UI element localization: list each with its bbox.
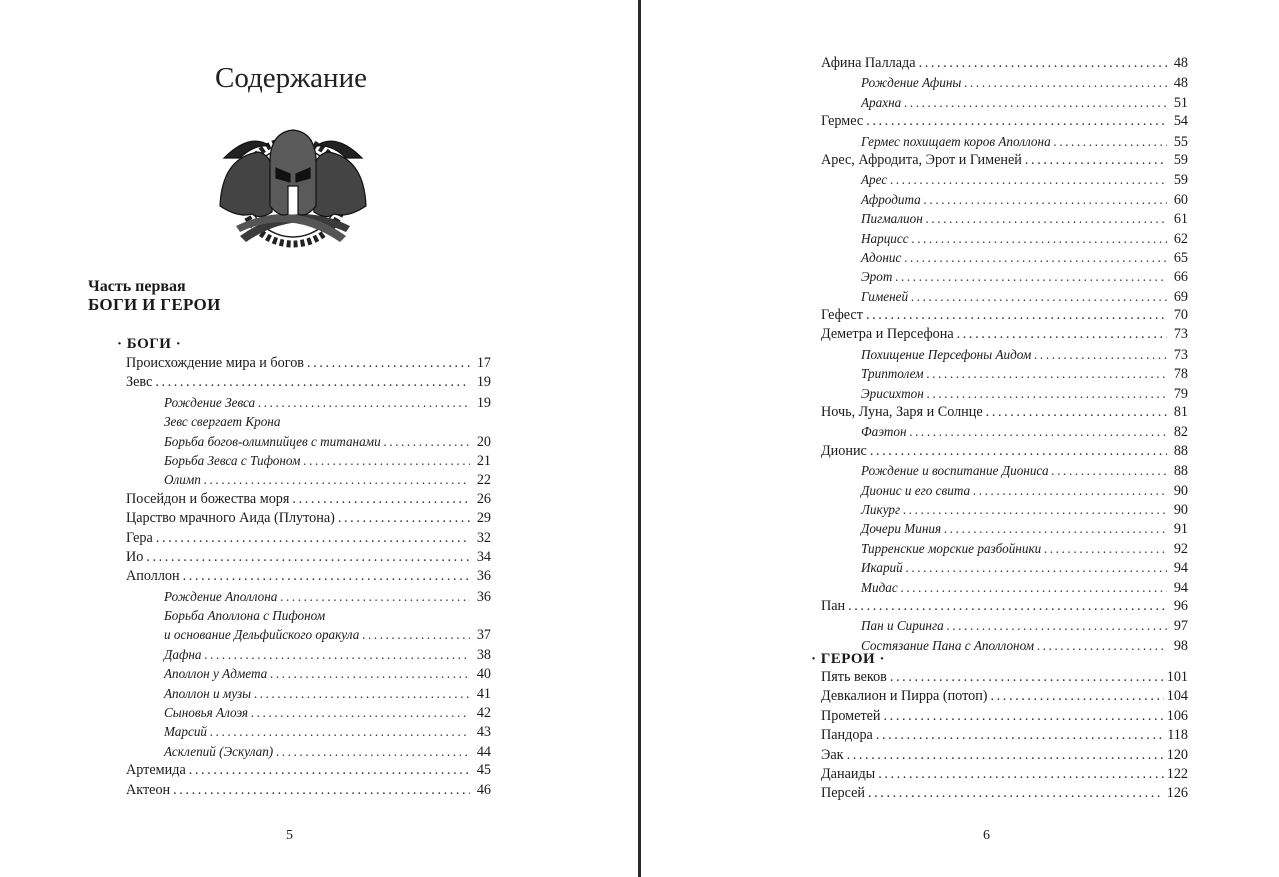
toc-entry[interactable] [641,707,1188,726]
dot-leader [911,287,1167,306]
toc-page-number: 66 [1173,269,1188,286]
toc-entry[interactable] [641,325,1188,344]
toc-entry[interactable] [641,578,1188,597]
toc-entry-title: Пан [821,597,846,614]
helmets-emblem-icon [210,128,376,252]
dot-leader [927,364,1167,383]
toc-entry-title: Деметра и Персефона [821,326,954,343]
right-page [641,0,1279,877]
toc-page-number: 38 [476,646,491,663]
toc-entry-title: Состязание Пана с Аполлоном [861,637,1035,653]
toc-entry[interactable] [641,746,1188,765]
dot-leader [183,567,470,586]
page-number: 6 [983,828,990,843]
dot-leader [906,558,1167,577]
toc-page-number: 65 [1173,249,1188,266]
dot-leader [866,306,1167,325]
dot-leader [910,422,1168,441]
dot-leader [1044,539,1167,558]
toc-page-number: 98 [1173,637,1188,654]
toc-entry[interactable] [641,481,1188,500]
toc-entry[interactable] [641,190,1188,209]
toc-entry[interactable] [0,722,491,741]
toc-page-number: 54 [1173,113,1188,130]
section-heading-gods: · БОГИ · [117,336,182,352]
toc-page-number: 34 [476,548,491,565]
toc-entry-title: Эрот [861,269,893,285]
toc-entry[interactable] [0,742,491,761]
toc-entry-title: Пан и Сиринга [861,618,944,634]
dot-leader [884,707,1164,726]
toc-entry-title: Борьба богов-олимпийцев с титанами [164,433,381,449]
toc-entry[interactable] [641,170,1188,189]
toc-page-number: 82 [1173,424,1188,441]
toc-entry[interactable] [641,112,1188,131]
dot-leader [895,267,1167,286]
toc-entry[interactable] [0,412,491,431]
toc-entry-title: Эак [821,746,844,763]
toc-page-number: 118 [1167,727,1188,744]
toc-entry[interactable] [0,684,491,703]
toc-page-number: 81 [1173,404,1188,421]
toc-page-number: 19 [476,374,491,391]
dot-leader [258,393,470,412]
toc-page-number: 43 [476,724,491,741]
toc-entry-title: Персей [821,785,865,802]
toc-entry-title: Происхождение мира и богов [126,355,304,371]
toc-entry[interactable] [0,432,491,451]
toc-entry[interactable] [0,470,491,489]
toc-entry[interactable] [641,597,1188,616]
dot-leader [904,93,1167,112]
toc-page-number: 51 [1173,94,1188,111]
toc-page-number: 120 [1166,746,1188,763]
toc-entry-title: Зевс [126,374,153,391]
toc-entry[interactable] [641,784,1188,803]
toc-page-number: 36 [476,588,491,605]
dot-leader [1037,636,1167,655]
left-page [0,0,638,877]
toc-entry[interactable] [641,403,1188,422]
dot-leader [927,384,1167,403]
dot-leader [964,73,1167,92]
toc-entry-title: Дафна [164,646,202,662]
toc-page-number: 48 [1173,55,1188,71]
dot-leader [1052,461,1167,480]
toc-entry-title: Тирренские морские разбойники [861,540,1042,556]
page-title: Содержание [215,62,367,94]
toc-page-number: 22 [476,472,491,489]
toc-entry-title: Прометей [821,707,881,724]
toc-entry[interactable] [641,765,1188,784]
toc-entry-title: Гермес похищает коров Аполлона [861,133,1051,149]
toc-page-number: 96 [1173,597,1188,614]
toc-page-number: 122 [1166,765,1188,782]
toc-entry[interactable] [0,548,491,567]
toc-entry[interactable] [641,636,1188,655]
toc-entry-title: Марсий [164,724,208,740]
toc-page-number: 41 [476,685,491,702]
toc-entry-title: Пять веков [821,669,887,685]
toc-entry[interactable] [641,364,1188,383]
toc-entry-title: Мидас [861,579,898,595]
part-title: БОГИ И ГЕРОИ [88,295,221,314]
dot-leader [276,742,470,761]
toc-entry-title: Гефест [821,307,863,324]
toc-entry[interactable] [641,422,1188,441]
toc-page-number: 104 [1166,688,1188,705]
toc-page-number: 94 [1173,560,1188,577]
toc-entry[interactable] [641,668,1188,687]
toc-entry-title: Эрисихтон [861,385,924,401]
toc-entry[interactable] [0,373,491,392]
toc-entry-title: Афродита [861,191,921,207]
dot-leader [270,664,470,683]
toc-entry[interactable] [641,384,1188,403]
toc-entry-title: и основание Дельфийского оракула [164,627,360,643]
dot-leader [384,432,470,451]
toc-entry-title: Гера [126,529,153,546]
toc-page-number: 106 [1166,707,1188,724]
toc-page-number: 29 [476,510,491,527]
toc-entry-title: Гименей [861,288,909,304]
toc-entry[interactable] [0,781,491,800]
toc-entry[interactable] [641,616,1188,635]
toc-entry-title: Афина Паллада [821,55,916,71]
toc-list-gods [0,354,491,800]
dot-leader [848,597,1167,616]
toc-list-gods-continued [641,54,1188,655]
toc-page-number: 26 [476,490,491,507]
toc-page-number: 42 [476,705,491,722]
dot-leader [847,746,1164,765]
toc-entry[interactable] [0,393,491,412]
dot-leader [878,765,1164,784]
toc-entry[interactable] [641,726,1188,745]
toc-entry-title: Аполлон [126,568,180,585]
toc-entry[interactable] [0,761,491,780]
dot-leader [303,451,470,470]
toc-page-number: 37 [476,627,491,644]
toc-entry[interactable] [641,539,1188,558]
toc-entry[interactable] [641,209,1188,228]
dot-leader [912,229,1167,248]
dot-leader [903,500,1167,519]
dot-leader [890,170,1167,189]
toc-entry-title: Девкалион и Пирра (потоп) [821,688,988,705]
toc-entry-title: Ночь, Луна, Заря и Солнце [821,404,983,421]
toc-entry-title: Ио [126,548,144,565]
dot-leader [338,509,470,528]
toc-page-number: 88 [1173,442,1188,459]
toc-page-number: 90 [1173,501,1188,518]
toc-page-number: 21 [476,452,491,469]
dot-leader [973,481,1167,500]
toc-page-number: 70 [1173,307,1188,324]
dot-leader [870,442,1167,461]
dot-leader [204,645,470,664]
dot-leader [944,519,1167,538]
toc-entry[interactable] [641,519,1188,538]
toc-page-number: 69 [1173,288,1188,305]
toc-entry[interactable] [0,509,491,528]
dot-leader [251,703,470,722]
toc-entry-title: Дионис и его свита [861,482,971,498]
toc-page-number: 73 [1173,346,1188,363]
toc-page-number: 45 [476,762,491,779]
toc-page-number: 126 [1166,785,1188,802]
toc-entry[interactable] [0,490,491,509]
dot-leader [986,403,1167,422]
toc-entry-title: Аполлон у Адмета [164,666,268,682]
toc-entry[interactable] [641,687,1188,706]
toc-page-number: 101 [1166,669,1188,685]
toc-entry-title: Данаиды [821,765,876,782]
part-label: Часть первая [88,278,186,295]
toc-entry-title: Актеон [126,781,171,798]
toc-page-number: 88 [1173,463,1188,480]
toc-entry-title: Дочери Миния [861,521,942,537]
toc-entry-title: Арахна [861,94,902,110]
dot-leader [904,248,1167,267]
toc-entry[interactable] [641,132,1188,151]
toc-entry-title: Артемида [126,762,186,779]
toc-entry-title: Адонис [861,249,902,265]
toc-page-number: 20 [476,433,491,450]
toc-entry[interactable] [641,345,1188,364]
toc-entry-title: Ликург [861,501,901,517]
toc-entry[interactable] [0,625,491,644]
toc-page-number: 73 [1173,326,1188,343]
dot-leader [1054,132,1167,151]
dot-leader [890,668,1164,687]
toc-entry-title: Похищение Персефоны Аидом [861,346,1032,362]
dot-leader [362,625,470,644]
dot-leader [292,490,470,509]
toc-page-number: 59 [1173,172,1188,189]
toc-page-number: 46 [476,781,491,798]
dot-leader [155,373,470,392]
dot-leader [146,548,470,567]
toc-page-number: 92 [1173,540,1188,557]
toc-entry-title: Гермес [821,113,864,130]
toc-entry-title: Борьба Зевса с Тифоном [164,452,301,468]
dot-leader [901,578,1167,597]
toc-entry-title: Царство мрачного Аида (Плутона) [126,510,335,527]
toc-entry[interactable] [0,354,491,373]
toc-entry-title: Рождение Зевса [164,394,256,410]
dot-leader [173,781,470,800]
toc-page-number: 90 [1173,482,1188,499]
dot-leader [957,325,1167,344]
toc-page-number: 97 [1173,618,1188,635]
toc-entry[interactable] [0,451,491,470]
toc-entry[interactable] [641,248,1188,267]
toc-page-number: 19 [476,394,491,411]
toc-page-number: 61 [1173,211,1188,228]
toc-entry[interactable] [641,229,1188,248]
toc-entry-title: Нарцисс [861,230,909,246]
toc-page-number: 40 [476,666,491,683]
toc-page-number: 59 [1173,151,1188,168]
toc-entry[interactable] [0,703,491,722]
toc-entry-title: Олимп [164,472,201,488]
toc-entry-title: Арес [861,172,888,188]
toc-page-number: 91 [1173,521,1188,538]
dot-leader [1034,345,1167,364]
toc-entry[interactable] [641,287,1188,306]
dot-leader [189,761,470,780]
toc-entry[interactable] [641,500,1188,519]
toc-entry[interactable] [641,267,1188,286]
dot-leader [280,587,470,606]
dot-leader [866,112,1167,131]
toc-page-number: 48 [1173,75,1188,92]
toc-page-number: 94 [1173,579,1188,596]
dot-leader [991,687,1164,706]
toc-page-number: 55 [1173,133,1188,150]
dot-leader [926,209,1167,228]
section-heading-heroes: · ГЕРОИ · [811,651,885,667]
dot-leader [947,616,1167,635]
dot-leader [876,726,1164,745]
toc-entry-title: Икарий [861,560,903,576]
dot-leader [254,684,470,703]
toc-entry[interactable] [641,73,1188,92]
toc-entry-title: Фаэтон [861,424,907,440]
toc-entry-title: Дионис [821,442,867,459]
toc-entry-title: Арес, Афродита, Эрот и Гименей [821,151,1022,168]
dot-leader [210,722,470,741]
toc-entry-title: Аполлон и музы [164,685,252,701]
toc-page-number: 17 [476,355,491,371]
toc-entry[interactable] [641,461,1188,480]
dot-leader [156,529,470,548]
toc-entry[interactable] [641,151,1188,170]
toc-entry-title: Рождение Афины [861,75,962,91]
toc-entry[interactable] [0,606,491,625]
toc-entry[interactable] [0,664,491,683]
toc-entry[interactable] [0,567,491,586]
toc-page-number: 36 [476,568,491,585]
toc-entry[interactable] [641,442,1188,461]
toc-page-number: 60 [1173,191,1188,208]
toc-page-number: 32 [476,529,491,546]
page-number: 5 [286,828,293,843]
toc-entry-title: Триптолем [861,366,924,382]
dot-leader [307,354,470,373]
dot-leader [868,784,1164,803]
toc-entry[interactable] [0,529,491,548]
toc-list-heroes [641,668,1188,804]
toc-entry-title: Рождение и воспитание Диониса [861,463,1049,479]
toc-entry-title: Посейдон и божества моря [126,490,290,507]
toc-entry[interactable] [0,645,491,664]
toc-entry[interactable] [641,54,1188,73]
toc-entry[interactable] [641,306,1188,325]
dot-leader [1025,151,1167,170]
dot-leader [204,470,470,489]
toc-entry-title: Борьба Аполлона с Пифоном [164,608,326,624]
toc-page-number: 78 [1173,366,1188,383]
dot-leader [919,54,1167,73]
toc-entry-title: Зевс свергает Крона [164,414,281,430]
toc-entry[interactable] [641,93,1188,112]
toc-entry-title: Пандора [821,727,873,744]
dot-leader [924,190,1167,209]
toc-entry-title: Сыновья Алоэя [164,705,249,721]
toc-entry-title: Пигмалион [861,211,923,227]
toc-entry-title: Асклепий (Эскулап) [164,743,274,759]
toc-page-number: 44 [476,743,491,760]
toc-entry-title: Рождение Аполлона [164,588,278,604]
toc-entry[interactable] [0,587,491,606]
toc-page-number: 62 [1173,230,1188,247]
toc-entry[interactable] [641,558,1188,577]
toc-page-number: 79 [1173,385,1188,402]
